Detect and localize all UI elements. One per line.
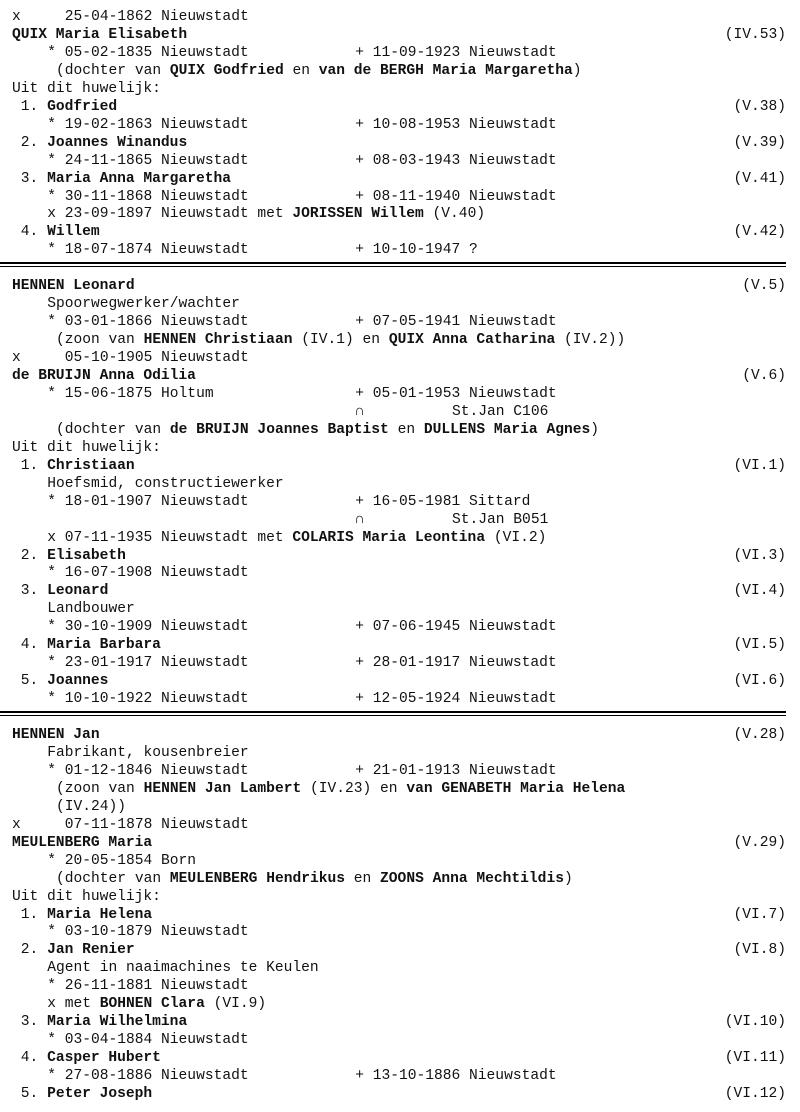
- record-line: [0, 744, 800, 762]
- record-text: * 05-02-1835 Nieuwstadt: [47, 44, 249, 61]
- person-name: HENNEN Jan: [12, 727, 100, 743]
- generation-reference: (V.42): [733, 224, 786, 241]
- generation-reference: (VI.6): [733, 673, 786, 690]
- generation-reference: (VI.10): [724, 1014, 786, 1031]
- record-text: [21, 98, 117, 116]
- person-name: Leonard: [47, 583, 109, 600]
- record-text: + 11-09-1923 Nieuwstadt: [355, 44, 557, 61]
- record-text-part: (zoon van: [56, 332, 144, 349]
- record-text-part: 4.: [20, 1050, 48, 1067]
- record-text: * 18-07-1874 Nieuwstadt: [47, 242, 249, 259]
- record-text: * 03-04-1884 Nieuwstadt: [47, 1032, 249, 1049]
- record-text: St.Jan C106: [452, 403, 549, 420]
- record-line: [0, 923, 800, 941]
- person-name: Casper Hubert: [47, 1050, 161, 1067]
- record-text: * 18-01-1907 Nieuwstadt: [47, 493, 249, 510]
- person-name: Godfried: [47, 98, 118, 115]
- record-line: [0, 205, 800, 223]
- record-text: Hoefsmid, constructiewerker: [47, 475, 284, 492]
- generation-reference: (VI.11): [724, 1050, 786, 1067]
- record-line: [0, 475, 800, 493]
- person-name: Elisabeth: [47, 547, 126, 564]
- person-name: HENNEN Jan Lambert: [143, 780, 302, 797]
- record-text-part: en: [345, 870, 381, 887]
- record-text-part: 1.: [20, 906, 48, 923]
- record-text-part: en: [388, 421, 424, 438]
- record-text: 07-11-1878 Nieuwstadt: [64, 816, 249, 833]
- record-line: [0, 852, 800, 870]
- section-separator: [0, 711, 786, 713]
- record-line: [0, 367, 800, 385]
- record-text-part: en: [283, 62, 319, 79]
- record-text: (IV.24)): [56, 798, 127, 815]
- person-name: JORISSEN Willem: [292, 206, 424, 223]
- record-text-part: (IV.23) en: [301, 780, 407, 797]
- record-text: * 23-01-1917 Nieuwstadt: [47, 655, 249, 672]
- record-text: [47, 205, 485, 223]
- record-line: [0, 582, 800, 600]
- record-line: [0, 959, 800, 977]
- person-name: Maria Helena: [47, 906, 153, 923]
- generation-reference: (V.28): [733, 727, 786, 743]
- person-name: COLARIS Maria Leontina: [292, 529, 486, 546]
- record-line: [0, 349, 800, 367]
- record-text: [56, 421, 599, 439]
- record-line: [0, 223, 800, 241]
- record-line: [0, 403, 800, 421]
- record-text-part: (zoon van: [56, 780, 144, 797]
- record-line: [0, 98, 800, 116]
- record-line: [0, 870, 800, 888]
- person-name: de BRUIJN Anna Odilia: [12, 368, 196, 384]
- record-line: [0, 331, 800, 349]
- record-text: x: [12, 816, 21, 833]
- record-line: [0, 295, 800, 313]
- record-text: Uit dit huwelijk:: [12, 888, 161, 905]
- record-text-part: ): [590, 421, 600, 438]
- record-text-part: 5.: [20, 1086, 48, 1102]
- record-line: [0, 1085, 800, 1103]
- record-line: [0, 26, 800, 44]
- person-name: QUIX Godfried: [169, 62, 284, 79]
- record-line: [0, 780, 800, 798]
- record-line: [0, 1031, 800, 1049]
- record-text: + 10-10-1947 ?: [355, 242, 478, 259]
- record-text: x: [12, 350, 21, 367]
- record-text-part: 4.: [20, 224, 48, 241]
- record-text-part: 2.: [20, 942, 48, 959]
- record-text: ∩: [355, 403, 364, 420]
- generation-reference: (VI.8): [733, 942, 786, 959]
- record-text: x: [12, 9, 21, 25]
- generation-reference: (VI.3): [733, 547, 786, 564]
- record-text: [47, 529, 546, 547]
- record-line: [0, 421, 800, 439]
- person-name: BOHNEN Clara: [99, 996, 205, 1013]
- record-line: [0, 672, 800, 690]
- record-line: [0, 44, 800, 62]
- record-text: [56, 62, 582, 80]
- generation-reference: (V.6): [742, 368, 786, 384]
- person-name: QUIX Maria Elisabeth: [12, 26, 188, 43]
- record-text: 05-10-1905 Nieuwstadt: [64, 350, 249, 367]
- record-text-part: 3.: [20, 170, 48, 187]
- record-line: [0, 906, 800, 924]
- record-text-part: 2.: [20, 134, 48, 151]
- record-text-part: ): [563, 870, 573, 887]
- record-text: [21, 941, 135, 959]
- person-name: HENNEN Leonard: [12, 278, 135, 295]
- generation-reference: (VI.12): [724, 1086, 786, 1102]
- record-text: * 30-10-1909 Nieuwstadt: [47, 619, 249, 636]
- person-name: Christiaan: [47, 457, 135, 474]
- record-text-part: (V.40): [423, 206, 486, 223]
- record-text: + 07-05-1941 Nieuwstadt: [355, 314, 557, 331]
- record-line: [0, 654, 800, 672]
- record-text-part: x 23-09-1897 Nieuwstadt met: [47, 206, 293, 223]
- person-name: van GENABETH Maria Helena: [406, 780, 626, 797]
- record-text-part: x met: [47, 996, 100, 1013]
- record-text: [21, 672, 109, 690]
- record-text: [21, 1085, 152, 1103]
- record-text: * 24-11-1865 Nieuwstadt: [47, 152, 249, 169]
- person-name: Jan Renier: [47, 942, 135, 959]
- record-text: [21, 134, 187, 152]
- record-text-part: (IV.2)): [555, 332, 626, 349]
- record-text-part: (dochter van: [56, 62, 170, 79]
- record-text: Agent in naaimachines te Keulen: [47, 960, 319, 977]
- record-text-part: 3.: [20, 1014, 48, 1031]
- generation-reference: (VI.5): [733, 637, 786, 654]
- record-text: + 12-05-1924 Nieuwstadt: [355, 691, 557, 708]
- person-name: Willem: [47, 224, 100, 241]
- person-name: Maria Barbara: [47, 637, 161, 654]
- record-line: [0, 116, 800, 134]
- record-text: [21, 582, 109, 600]
- record-text: * 26-11-1881 Nieuwstadt: [47, 978, 249, 995]
- record-text: Uit dit huwelijk:: [12, 439, 161, 456]
- record-text: * 03-10-1879 Nieuwstadt: [47, 924, 249, 941]
- record-text: [56, 780, 625, 798]
- record-text: * 27-08-1886 Nieuwstadt: [47, 1068, 249, 1085]
- record-text: [21, 223, 100, 241]
- person-name: Joannes Winandus: [47, 134, 188, 151]
- record-text: 25-04-1862 Nieuwstadt: [64, 9, 249, 25]
- record-text: + 08-11-1940 Nieuwstadt: [355, 188, 557, 205]
- generation-reference: (IV.53): [724, 26, 786, 43]
- record-text: [21, 170, 231, 188]
- record-line: [0, 152, 800, 170]
- record-text: * 30-11-1868 Nieuwstadt: [47, 188, 249, 205]
- generation-reference: (V.39): [733, 134, 786, 151]
- record-text: + 13-10-1886 Nieuwstadt: [355, 1068, 557, 1085]
- record-line: [0, 547, 800, 565]
- record-text: + 05-01-1953 Nieuwstadt: [355, 385, 557, 402]
- person-name: QUIX Anna Catharina: [388, 332, 556, 349]
- person-name: MEULENBERG Hendrikus: [169, 870, 346, 887]
- record-text: + 16-05-1981 Sittard: [355, 493, 531, 510]
- person-name: Maria Anna Margaretha: [47, 170, 231, 187]
- record-text: Landbouwer: [47, 601, 135, 618]
- record-text-part: 3.: [20, 583, 48, 600]
- record-text: + 21-01-1913 Nieuwstadt: [355, 762, 557, 779]
- record-line: [0, 762, 800, 780]
- record-text: * 03-01-1866 Nieuwstadt: [47, 314, 249, 331]
- record-text: + 08-03-1943 Nieuwstadt: [355, 152, 557, 169]
- record-line: [0, 439, 800, 457]
- record-text: + 10-08-1953 Nieuwstadt: [355, 116, 557, 133]
- record-line: [0, 1049, 800, 1067]
- record-text: [56, 331, 625, 349]
- record-line: [0, 134, 800, 152]
- record-text: [21, 1013, 187, 1031]
- record-text-part: (dochter van: [56, 421, 170, 438]
- generation-reference: (V.38): [733, 98, 786, 115]
- record-text: + 07-06-1945 Nieuwstadt: [355, 619, 557, 636]
- person-name: ZOONS Anna Mechtildis: [380, 870, 564, 887]
- generation-reference: (VI.4): [733, 583, 786, 600]
- record-line: [0, 834, 800, 852]
- record-text: St.Jan B051: [452, 511, 549, 528]
- record-text-part: (VI.2): [485, 529, 547, 546]
- record-line: [0, 457, 800, 475]
- generation-reference: (VI.1): [733, 457, 786, 474]
- record-line: [0, 888, 800, 906]
- record-line: [0, 511, 800, 529]
- record-text: * 01-12-1846 Nieuwstadt: [47, 762, 249, 779]
- record-line: [0, 1067, 800, 1085]
- record-line: [0, 241, 800, 259]
- record-text: Spoorwegwerker/wachter: [47, 296, 240, 313]
- person-name: DULLENS Maria Agnes: [423, 421, 591, 438]
- record-line: [0, 385, 800, 403]
- record-line: [0, 529, 800, 547]
- record-text: * 16-07-1908 Nieuwstadt: [47, 565, 249, 582]
- section-separator: [0, 262, 786, 264]
- record-line: [0, 80, 800, 98]
- record-line: [0, 8, 800, 26]
- person-name: de BRUIJN Joannes Baptist: [169, 421, 389, 438]
- record-text-part: (IV.1) en: [292, 332, 389, 349]
- record-text: * 19-02-1863 Nieuwstadt: [47, 116, 249, 133]
- record-text-part: ): [572, 62, 582, 79]
- record-line: [0, 313, 800, 331]
- record-line: [0, 726, 800, 744]
- record-text: [21, 457, 135, 475]
- record-text-part: (dochter van: [56, 870, 170, 887]
- record-text: * 15-06-1875 Holtum: [47, 385, 214, 402]
- record-text: * 20-05-1854 Born: [47, 852, 197, 869]
- record-line: [0, 277, 800, 295]
- record-text: Uit dit huwelijk:: [12, 80, 161, 97]
- record-text: [21, 1049, 161, 1067]
- person-name: MEULENBERG Maria: [12, 834, 153, 851]
- person-name: Peter Joseph: [47, 1086, 153, 1102]
- person-name: Maria Wilhelmina: [47, 1014, 188, 1031]
- record-text-part: (VI.9): [204, 996, 267, 1013]
- record-text: [21, 906, 152, 924]
- generation-reference: (VI.7): [733, 906, 786, 923]
- record-line: [0, 188, 800, 206]
- record-line: [0, 977, 800, 995]
- record-line: [0, 1013, 800, 1031]
- generation-reference: (V.41): [733, 170, 786, 187]
- record-text: * 10-10-1922 Nieuwstadt: [47, 691, 249, 708]
- record-line: [0, 493, 800, 511]
- record-line: [0, 798, 800, 816]
- record-text: + 28-01-1917 Nieuwstadt: [355, 655, 557, 672]
- person-name: Joannes: [47, 673, 109, 690]
- record-text: [21, 547, 126, 565]
- record-text: [56, 870, 573, 888]
- record-text: [21, 636, 161, 654]
- generation-reference: (V.5): [742, 278, 786, 295]
- record-text: [47, 995, 266, 1013]
- record-text-part: 4.: [20, 637, 48, 654]
- record-line: [0, 62, 800, 80]
- record-text-part: x 07-11-1935 Nieuwstadt met: [47, 529, 293, 546]
- record-text-part: 5.: [20, 673, 48, 690]
- record-line: [0, 941, 800, 959]
- record-text-part: 1.: [20, 457, 48, 474]
- person-name: van de BERGH Maria Margaretha: [318, 62, 573, 79]
- record-line: [0, 816, 800, 834]
- record-text: ∩: [355, 511, 364, 528]
- record-line: [0, 995, 800, 1013]
- record-text: Fabrikant, kousenbreier: [47, 744, 249, 761]
- record-line: [0, 600, 800, 618]
- record-line: [0, 170, 800, 188]
- generation-reference: (V.29): [733, 834, 786, 851]
- record-line: [0, 618, 800, 636]
- record-text-part: 2.: [20, 547, 48, 564]
- record-line: [0, 636, 800, 654]
- record-line: [0, 564, 800, 582]
- person-name: HENNEN Christiaan: [143, 332, 293, 349]
- record-line: [0, 690, 800, 708]
- record-text-part: 1.: [20, 98, 48, 115]
